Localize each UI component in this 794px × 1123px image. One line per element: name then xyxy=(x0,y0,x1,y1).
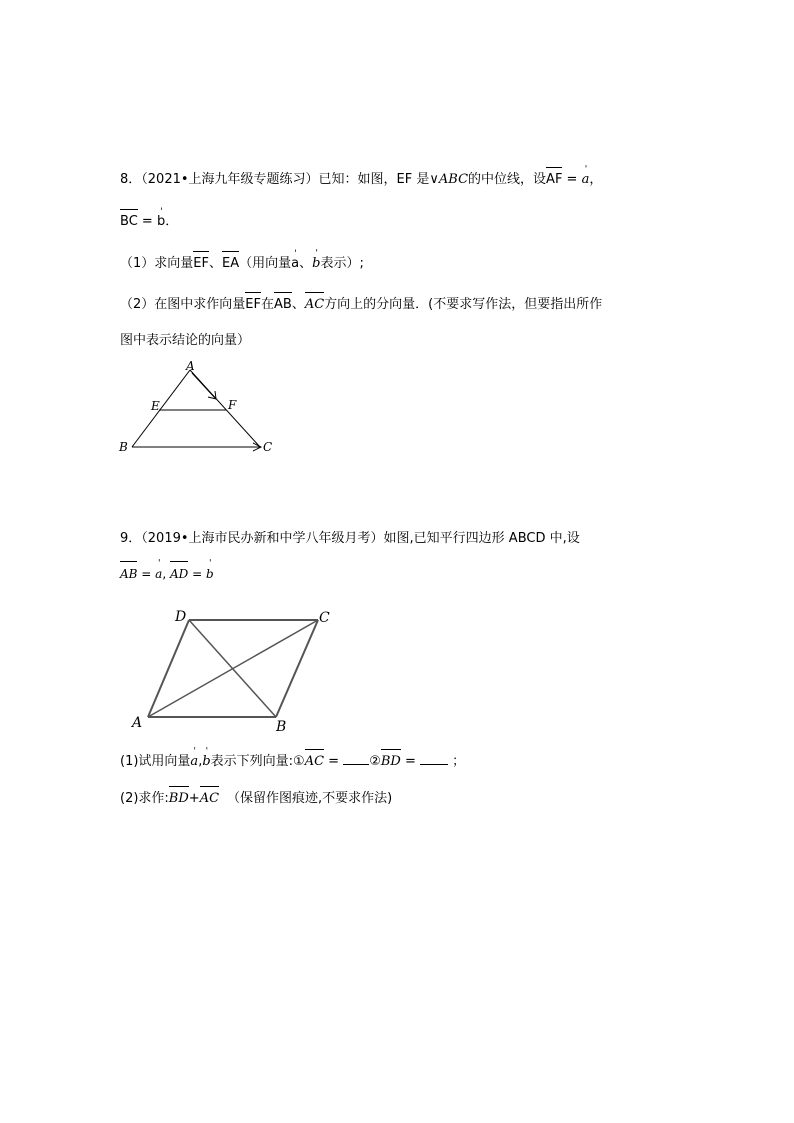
label-c: C xyxy=(319,610,330,626)
q9-part-2: (2)求作:BD+AC （保留作图痕迹,不要求作法) xyxy=(120,789,392,809)
parallelogram-figure xyxy=(128,604,348,734)
vector-a: ' a xyxy=(582,170,590,190)
label-b: B xyxy=(276,719,287,734)
label-b: B xyxy=(119,440,128,454)
answer-blank-1[interactable] xyxy=(343,752,369,765)
q9-stem: 9．（2019•上海市民办新和中学八年级月考）如图,已知平行四边形 ABCD 中,设 xyxy=(120,531,580,546)
label-c: C xyxy=(263,440,273,454)
triangle-figure xyxy=(115,360,285,460)
label-d: D xyxy=(175,609,187,625)
label-e: E xyxy=(151,399,160,413)
q8-part-1: （1）求向量EF、EA（用向量' a、' b表示）; xyxy=(120,254,364,274)
q8-part-2: （2）在图中求作向量EF在AB、AC方向上的分向量．(不要求写作法，但要指出所作 xyxy=(120,295,602,315)
label-a: A xyxy=(186,360,195,373)
label-a: A xyxy=(132,715,143,731)
vector-af: AF xyxy=(546,170,562,190)
triangle-abc: ∨ABC xyxy=(429,172,469,187)
vector-b: ' b xyxy=(157,212,165,232)
answer-blank-2[interactable] xyxy=(420,752,448,765)
q9-stem-2: AB = ' a, AD = ' b xyxy=(120,564,214,584)
q8-stem-2: BC = ' b． xyxy=(120,212,178,232)
q8-part-2-cont: 图中表示结论的向量） xyxy=(120,333,251,348)
label-f: F xyxy=(228,398,237,412)
q9-part-1: (1)试用向量' a,' b表示下列向量:①AC = ②BD = ； xyxy=(120,752,465,772)
q8-stem: 8．（2021•上海九年级专题练习）已知：如图，EF 是∨ABC的中位线，设AF = ' a， xyxy=(120,170,602,190)
vector-bc: BC xyxy=(120,212,138,232)
